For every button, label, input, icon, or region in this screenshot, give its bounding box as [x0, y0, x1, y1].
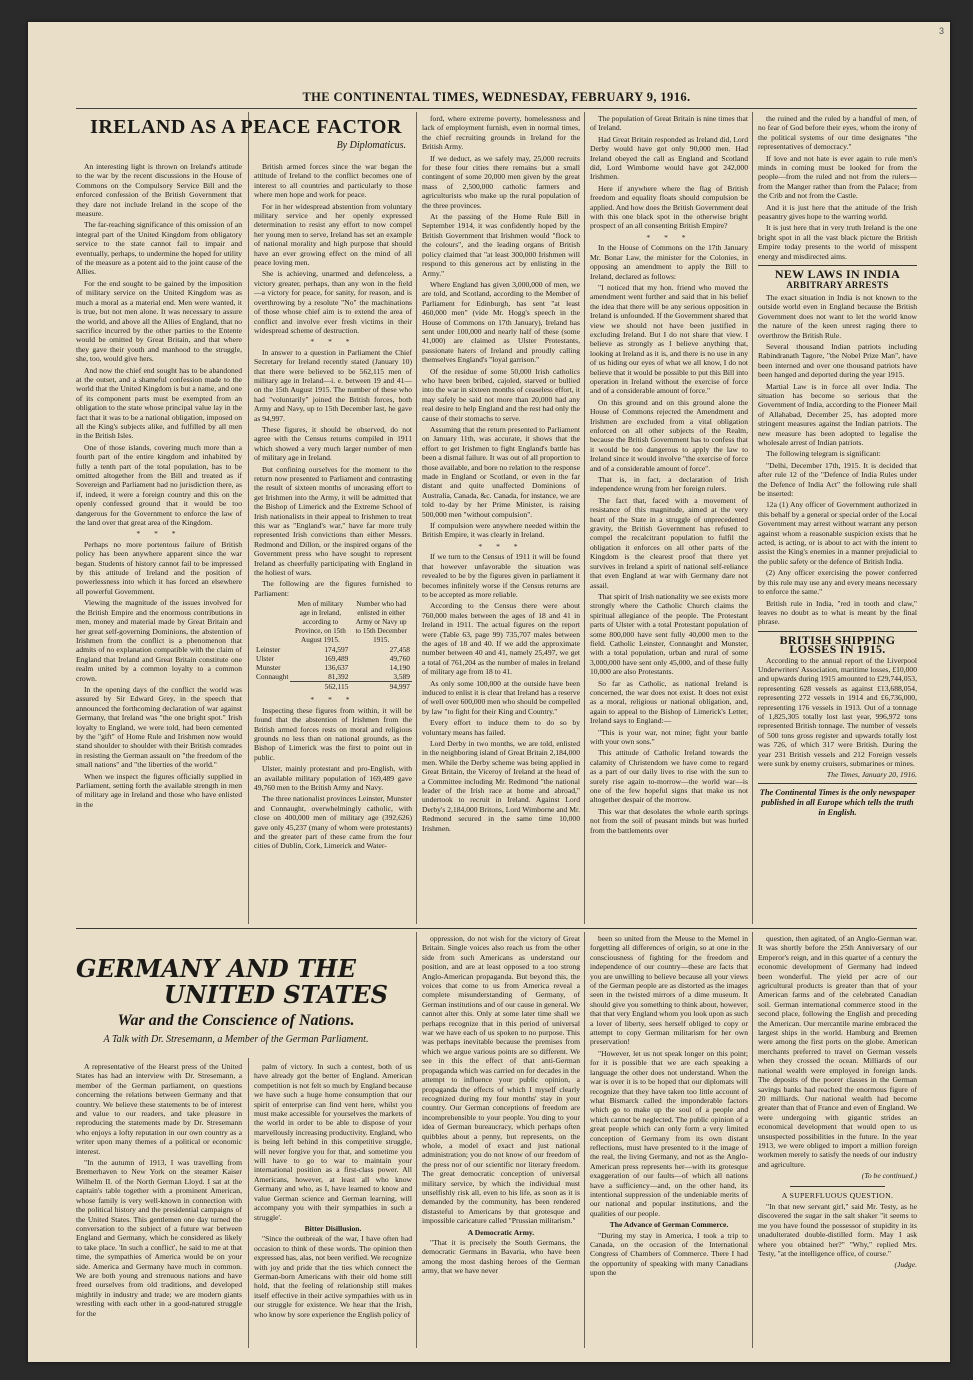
table-header: Number who had enlisted in either Army or Navy up to 15th December 1915.: [355, 600, 407, 645]
ireland-column-2: [254, 162, 412, 924]
paragraph: As only some 100,000 at the outside have been induced to enlist it is clear that Ireland has a reserve of well over 600,000 men who should be compelled by law "to fight for their King and Country.": [422, 678, 580, 716]
paragraph: the ruined and the ruled by a handful of men, of no fear of God before their eyes, whom the irony of the political systems of our time designates "the representatives of democracy.": [758, 114, 917, 152]
paragraph: Every effort to induce them to do so by voluntary means has failed.: [422, 718, 580, 737]
paragraph: oppression, do not wish for the victory of Great Britain. Single voices also reach us from the other side from such Americans as understand our position, and are at least opposed to a too strong Anglo-American propaganda. But beyond this, the voices that come to us from America reveal a complete misunderstanding of Germany, of German institutions and of our cause in general. We cannot alter this. Only at some later time shall we perhaps recognize that in this period of universal war we have each of us spoken to no purpose. This was perhaps inevitable because the premises from which we argue various points are so different. We see in this the effect of that anti-German propaganda which was carried on for decades in the attempt to influence your public opinion, a propaganda the effects of which I myself clearly recognized during my four months' stay in your country. Our German conceptions of freedom are incomprehensible to your people. You ding to your idea of German bureaucracy, which perhaps often quibbles about a penny, but represents, on the whole, a model of exact and just national administration; you do not know of our freedom of the press nor of our scientific nor literary freedom. The great democratic conception of universal military service, by which the individual must unselfishly risk all, even to his life, as soon as it is demanded by the community, has been rendered distasteful to Americans by that grotesque and impossible caricature called "Prussian militarism.": [422, 934, 580, 1226]
table-cell: 136,637: [324, 663, 349, 673]
paragraph: And now the chief end sought has to be abandoned at the outset, and a shameful confession made to the world that the United Kingdom is but a name, and one of its component parts must be exempted from an obligation to the state whose principal value lay in the fact that it was to be a national obligation, imposed on all the King's subjects alike, and fulfilled by all men in the British Isles.: [76, 365, 242, 441]
table-cell: 169,489: [324, 654, 349, 664]
paragraph: 12a (1) Any officer of Government authorized in this behalf by a general or special order of the Local Government may arrest without warrant any person against whom a reasonable suspicion exists that he acted, is acting, or is about to act with the intent to assist the King's enemies in a manner prejudicial to the public safety or the defence of British India.: [758, 500, 917, 566]
table-cell: 81,392: [328, 672, 349, 682]
paragraph: On this ground and on this ground alone the House of Commons rejected the Amendment and Irishmen are excluded from a vital obligation enforced on all other subjects of the Realm, because the British Government has to confess that it would be too dangerous to apply the law to Ireland since it would involve "the exercise of force and of a considerable amount of force".: [590, 397, 748, 473]
table-cell: 49,760: [389, 654, 410, 664]
paragraph: Inspecting these figures from within, it will be found that the abstention of Irishmen from the British armed forces rests on moral and religious grounds no less than on national grounds, as the Bishop of Limerick was the first to point out in public.: [254, 705, 412, 762]
paragraph: In the House of Commons on the 17th January Mr. Bonar Law, the minister for the Colonies, in opposing an amendment to apply the Bill to Ireland, declared as follows:: [590, 243, 748, 281]
table-cell: Ulster: [256, 654, 275, 664]
paragraph: "That it is precisely the South Germans, the democratic Germans in Bavaria, who have been among the most dashing heroes of the German army, that we have never: [422, 1238, 580, 1276]
paragraph: If compulsion were anywhere needed within the British Empire, it was clearly in Ireland.: [422, 521, 580, 540]
corner-page-mark: 3: [938, 26, 944, 36]
paper-notice: The Continental Times is the only newspaper published in all Europe which tells the truth in English.: [759, 787, 916, 817]
paragraph: It is just here that in very truth Ireland is the one bright spot in all the vast black picture the British Empire today presents to the world of misspent energy and misdirected aims.: [758, 223, 917, 261]
asterism: * * *: [310, 337, 356, 347]
right-column: [758, 114, 917, 924]
table-header: Men of military age in Ireland, according to Province, on 15th August 1915.: [294, 600, 346, 645]
article-divider: [790, 1186, 885, 1187]
column-rule: [248, 1058, 249, 1348]
paragraph: For in her widespread abstention from voluntary military service and her openly expressed determination to resist any effort to now compel her young men to serve, Ireland has set an example of national morality and high purpose that should have an ever growing effect on the mind of all peace loving men.: [254, 201, 412, 268]
table-cell: 3,589: [393, 672, 410, 682]
table-header-row: [254, 600, 412, 645]
table-cell: 14,190: [389, 663, 410, 673]
paragraph: According to the Census there were about 760,000 males between the ages of 18 and 41 in Ireland in 1911. The actual figures on the report were (Table 63, page 99) 735,707 males between the ages of 18 and 40. If we add the approximate number between 40 and 41, namely 25,497, we get a total of 761,204 as the number of males in Ireland of military age from 18 to 41.: [422, 601, 580, 677]
paragraph: "However, let us not speak longer on this point; for it is possible that we are each speaking a language the other does not understand. When the war is over it is to be hoped that our diplomats will recognize that they have taken too little account of what Bismarck called the imponderable factors which go to make up the soul of a people and which cannot be neglected. The public opinion of a great people which can only form a very limited conception of Germany from its own distant reflections, must have presented to it the image of the real, the living Germany, and not as the Anglo-American press represents her—with its grotesque exaggeration of our faults—of which all nations have a sufficiency—and, on the other hand, its intentional suppression of the undeniable merits of our national and popular institutions, and the qualities of our people.: [590, 1048, 748, 1218]
germany-headline: [76, 956, 396, 1008]
paragraph: "Delhi, December 17th, 1915. It is decided that after rule 12 of the "Defence of India Rules under the Defence of India Act" the following rule shall be inserted:: [758, 460, 917, 499]
section-subhead: Bitter Disillusion.: [304, 1223, 362, 1233]
paragraph: been so united from the Meuse to the Memel in forgetting all differences of origin, so at one in the consciousness of fighting for the freedom and independence of our country—these are facts that you are unwilling to believe because all your views of the German people are as distorted as the images seen in the twisted mirrors of a dime museum. It should give you something to think about, however, that that very England whom you look upon as such a lover of liberty, sees herself obliged to copy or attempt to copy German militarism for her own preservation!: [590, 934, 748, 1047]
india-headline: NEW LAWS IN INDIA: [774, 267, 901, 282]
paragraph: This attitude of Catholic Ireland towards the calamity of Christendom we have come to regard as a part of our daily lives to rise with the sun to surely rise again to-morrow—the world war—is one of the few hopeful signs that make us not altogether despair of the morrow.: [590, 748, 748, 805]
germany-deck: A Talk with Dr. Stresemann, a Member of the German Parliament.: [103, 1034, 369, 1045]
paragraph: According to the annual report of the Liverpool Underwriters' Association, maritime losses, £10,000 and upwards during 1915 amounted to £29,744,053, representing 628 vessels as against £13,688,054, representing 272 vessels in 1914 and £6,736,000, representing 176 vessels in 1913. Out of a tonnage of 1,825,305 totally lost last year, 996,972 tons represented British tonnage. The number of vessels of 500 tons gross register and upwards totally lost was 726, of which 317 were British. During the year 231 British vessels and 212 Foreign vessels were sunk by enemy cruisers, submarines or mines.: [758, 655, 917, 768]
india-subheadline: ARBITRARY ARRESTS: [786, 279, 889, 290]
germany-column-4: [590, 934, 748, 1348]
paragraph: "I noticed that my hon. friend who moved the amendment went further and said that in his belief the idea that there will be any serious opposition in Ireland is unfounded. If the Government shared that view we should not have been justified in excluding Ireland. But I do not share that view. I believe as strongly as I believe anything that, looking at Ireland as it is, and there is no use in any of us hiding our eyes of what we all know, I do not believe that it would be possible to put this Bill into operation in Ireland without the exercise of force and of a considerable amount of force.": [590, 282, 748, 396]
paragraph: Of the residue of some 50,000 Irish catholics who have been bribed, cajoled, starved or bullied into the war in sixteen months of ceaseless effort, it may safely be said not more than 20,000 had any real desire to help England and the rest had only the cause of their stomachs to serve.: [422, 366, 580, 423]
section-subhead: A Democratic Army.: [467, 1227, 535, 1237]
paragraph: If we deduct, as we safely may, 25,000 recruits for these four cities there remains but a small contingent of some 20,000 men given by the great mass of 2,500,000 catholic farmers and agriculturists who make up the rural population of the three provinces.: [422, 153, 580, 210]
germany-column-1: [76, 1062, 242, 1348]
paragraph: "During my stay in America, I took a trip to Canada, on the occasion of the International Congress of Chambers of Commerce. There I had the opportunity of speaking with many Canadians upon the: [590, 1230, 748, 1278]
shipping-source: The Times, January 20, 1916.: [826, 770, 917, 780]
table-cell: 174,597: [324, 645, 349, 655]
paragraph: This war that desolates the whole earth springs not from the soil of peasant minds but was hurled from the battlements over: [590, 806, 748, 835]
paragraph: If we turn to the Census of 1911 it will be found that however unfavorable the situation was revealed to be by the figures given in parliament it becomes infinitely worse if the Census returns are to be accepted as more reliable.: [422, 552, 580, 599]
table-cell: Munster: [256, 663, 281, 673]
paragraph: Here if anywhere where the flag of British freedom and equality floats should compulsion be applied. And how does the British Government deal with this one black spot in the otherwise bright prospect of an all consenting British Empire?: [590, 183, 748, 231]
paragraph: Lord Derby in two months, we are told, enlisted in the neighboring island of Great Britain 2,184,000 men. While the Derby scheme was being applied in Great Britain, the Viceroy of Ireland at the head of a Committee including Mr. Redmond "the national leader of the Irish race at home and abroad," undertook to recruit in Ireland. Against Lord Derby's 2,184,000 Britons, Lord Wimborne and Mr. Redmond secured in the same time 10,000 Irishmen.: [422, 739, 580, 833]
paragraph: "Since the outbreak of the war, I have often had occasion to think of these words. The opinion then expressed has, alas, not been verified. We recognize with joy and pride that the ties which connect the German-born Americans with their old home still hold, that the feeling of relationship still makes itself effective in their active sympathies with us in our struggle for existence. We hear that the Irish, who know by sore experience the English policy of: [254, 1234, 412, 1319]
paragraph: The exact situation in India is not known to the outside world even in England because the British Government does not want to let the world know the nature of the keen unrest raging there to overthrow the British Rule.: [758, 292, 917, 340]
paragraph: Several thousand Indian patriots including Rabindranath Tagore, "the Nobel Prize Man", have been interned and over one thousand patriots have been hanged and deported during the year 1915.: [758, 341, 917, 380]
continued-note: (To be continued.): [861, 1171, 917, 1181]
column-rule: [416, 112, 417, 924]
paragraph: Viewing the magnitude of the issues involved for the British Empire and the enormous contributions in men, money and material made by Great Britain and her great self-governing Dominions, the abstention of Irishmen from the conflict is a phenomenon that admits of no explanation compatible with the claim of England that Ireland and Great Britain constitute one realm united by a common loyalty to a common crown.: [76, 598, 242, 683]
paragraph: One of those islands, covering much more than a fourth part of the entire kingdom and inhabited by fully a tenth part of the total population, has to be omitted altogether from the Bill and treated as if Sovereign and Parliament had no jurisdiction there, as if, indeed, it were a foreign country and this on the openly confessed ground that it would be too dangerous for the Government to enforce the law of the land over that great area of the Kingdom.: [76, 442, 242, 528]
article-divider: [758, 783, 917, 784]
table-cell: 27,458: [389, 645, 410, 655]
paragraph: Had Great Britain responded as Ireland did, Lord Derby would have got only 90,000 men. Had Ireland obeyed the call as England and Scotland did, Lord Wimborne would have got 242,000 Irishmen.: [590, 134, 748, 182]
paragraph: "In that new servant girl," said Mr. Testy, as he discovered the sugar in the salt shaker "it seems to me you have found the possessor of stupidity in its unadulterated double-distilled form. May I ask where you obtained her?" "Why," replied Mrs. Testy, "at the intelligence office, of course.": [758, 1201, 917, 1258]
paragraph: British rule in India, "red in tooth and claw," leaves no doubt as to what is meant by the final phrase.: [758, 598, 917, 627]
paragraph: A representative of the Hearst press of the United States has had an interview with Dr. Stresemann, a member of the German parliament, on questions concerning the relations between Germany and that country. We believe these statements to be of interest and value to our readers, and take pleasure in reproducing the statements made by Dr. Stresemann who enjoys a lofty reputation in our own country as a writer upon many themes of a political or economic interest.: [76, 1062, 242, 1156]
masthead: THE CONTINENTAL TIMES, WEDNESDAY, FEBRUARY 9, 1916.: [76, 90, 917, 109]
paragraph: She is achieving, unarmed and defenceless, a victory greater, perhaps, than any won in the field—a victory for peace, for sanity, for reason, and is overthrowing by a resolute "No" the machinations of those whose chief aim is to extend the area of conflict and involve ever fresh victims in their widespread scheme of destruction.: [254, 269, 412, 335]
column-rule: [584, 932, 585, 1348]
paragraph: The three nationalist provinces Leinster, Munster and Connaught, overwhelmingly catholic, with close on 400,000 men of military age (392,626) gave only 45,237 (many of whom were protestants) and the greater part of these came from the four cities of Dublin, Cork, Limerick and Water-: [254, 794, 412, 851]
military-age-table: [254, 600, 412, 691]
newspaper-page: [28, 22, 950, 1362]
paragraph: The far-reaching significance of this omission of an integral part of the United Kingdom from obligatory service to the state cannot fail to impair and eventually, perhaps, to undermine the hoped for utility of the measure as a potent aid to the joint cause of the Allies.: [76, 220, 242, 277]
section-subhead: The Advance of German Commerce.: [609, 1220, 729, 1230]
asterism: * * *: [310, 695, 356, 705]
paragraph: The population of Great Britain is nine times that of Ireland.: [590, 114, 748, 133]
germany-column-5: [758, 934, 917, 1348]
germany-subheadline: War and the Conscience of Nations.: [117, 1012, 355, 1029]
paragraph: If love and not hate is ever again to rule men's minds in coming must be looked for from the people—from the ruled and not from the rulers—from the Manger rather than from the Palace; from the Crib and not from the Castle.: [758, 153, 917, 201]
page-content: [76, 90, 917, 1352]
paragraph: Ulster, mainly protestant and pro-English, with an available military population of 169,489 gave 49,760 men to the British Army and Navy.: [254, 764, 412, 792]
table-cell: Connaught: [256, 672, 289, 682]
table-cell: Leinster: [256, 645, 281, 655]
paragraph: When we inspect the figures officially supplied in Parliament, setting forth the available strength in men of military age in Ireland and those who have enlisted in the: [76, 771, 242, 809]
paragraph: British armed forces since the war began the attitude of Ireland to the conflict becomes one of interest to all countries and particularly to those where men hope and work for peace.: [254, 162, 412, 200]
column-rule: [752, 112, 753, 924]
paragraph: These figures, it should be observed, do not agree with the Census returns compiled in 1911 which showed a very much larger number of men of military age in Ireland.: [254, 424, 412, 463]
shipping-headline: BRITISH SHIPPING LOSSES IN 1915.: [779, 632, 896, 657]
paragraph: That spirit of Irish nationality we see exists more strongly where the Catholic Church claims the spiritual allegiance of the people. The Protestant parts of Ulster with a total Protestant population of some 800,000 have sent fully 40,000 men to the field. Catholic Leinster, Connaught and Munster, with a total population, urban and rural of some 3,000,000 have sent only 45,000, and of these fully 10,000 are also Protestants.: [590, 591, 748, 677]
paragraph: At the passing of the Home Rule Bill in September 1914, it was confidently hoped by the British Government that Irishmen would "flock to the colours", and the leading organs of British policy claimed that "at least 300,000 Irishmen will respond to this generous act by enlisting in the Army.": [422, 212, 580, 278]
paragraph: (2) Any officer exercising the power conferred by this rule may use any and every means necessary to enforce the same.": [758, 568, 917, 597]
column-rule: [584, 112, 585, 924]
germany-column-3: [422, 934, 580, 1348]
section-divider: [76, 928, 917, 929]
paragraph: The fact that, faced with a movement of resistance of this magnitude, aimed at the very heart of the State in a struggle of unprecedented gravity, the British Government has refused to compel the recalcitrant population to fulfil the obligation it enforces on all other parts of the Kingdom is the clearest proof that there yet survives in Ireland a spirit of national self-reliance that even England at war with Germany dare not assail.: [590, 495, 748, 590]
paragraph: Martial Law is in force all over India. The situation has become so serious that the Government of India, according to the Pioneer Mail of Allahabad, December 25, has adopted more stringent measures against the Indian patriots. The new measure has been adopted to legalise the wholesale arrest of Indian patriots.: [758, 381, 917, 447]
ireland-headline: IRELAND AS A PEACE FACTOR: [90, 116, 402, 138]
ireland-column-4: [590, 114, 748, 924]
germany-column-2: [254, 1062, 412, 1348]
paragraph: Assuming that the return presented to Parliament on January 11th, was accurate, it shows that the effort to get Irishmen to fight England's battle has been a dismal failure. It was out of all proportion to those available, and bore no relation to the response made in England or Scotland, or even in the far distant and quite unaffected Dominions of Australia, Canada, &c. Canada, for instance, we are told to-day by her Prime Minister, is raising 500,000 men "without compulsion".: [422, 425, 580, 519]
paragraph: Where England has given 3,000,000 of men, we are told, and Scotland, according to the Member of Parliament for Edinburgh, has sent "at least 460,000 men" (vide Mr. Hogg's speech in the House of Commons on 17th January), Ireland has sent under 100,000 and nearly half of these (some 41,000) are claimed as Ulster Protestants, passionate haters of Ireland and proudly calling themselves England's "loyal garrison.": [422, 279, 580, 365]
column-rule: [416, 932, 417, 1348]
paragraph: question, then agitated, of an Anglo-German war. It was shortly before the 25th Anniversary of our Emperor's reign, and in this quarter of a century the economic development of Germany had indeed been wonderful. The yield per acre of our agricultural products is greater than that of your American farms and of the celebrated Canadian soil. German international commerce stood in the second place, following the English and preceding the American. Our mercantile marine embraced the largest ships in the world. Hamburg and Bremen were among the first ports on the globe. American merchants preferred to travel on German vessels when they crossed the ocean. Milliards of our national wealth were employed in foreign lands. The deposits of the poorer classes in the German savings banks had reached the enormous figure of 20 milliards. Our national wealth had become greater than that of France and even of England. We were undergoing with gigantic strides an economical development that would open to us unsuspected possibilities in the future. In the year 1913, we were obliged to import a million foreign workmen merely to satisfy the needs of our industry and agriculture.: [758, 934, 917, 1169]
asterism: * * *: [646, 232, 692, 242]
superfluous-headline: A SUPERFLUOUS QUESTION.: [781, 1190, 894, 1200]
paragraph: palm of victory. In such a contest, both of us have already got the better of England. American competition is not felt so much by England because we have such a huge home consumption that our spirit of enterprise can find vent here, whilst you must make accessible for yourselves the markets of the world in order to be able to dispose of your marvellously increasing productivity. England, who is being left behind in this competitive struggle, will never forgive you for that, and sometime you will have to go to war to maintain your international position as a first-class power. All Americans, however, at least all who know Germany and who, as I, have learned to know and value German science and German learning, will accompany you with their sympathies in such a struggle'.: [254, 1062, 412, 1222]
asterism: * * *: [136, 529, 182, 539]
column-rule: [752, 932, 753, 1348]
asterism: * * *: [478, 541, 524, 551]
paragraph: For the end sought to be gained by the imposition of military service on the United Kingdom was as much a moral as a material end. Men were wanted, it is true, but not men alone. It was necessary to assure the world, and above all the Allies of England, that no sacrifice incurred by the other parties to the Entente would be omitted by Great Britain, and that where they gave their youth and manhood to the struggle, she, too, would give hers.: [76, 278, 242, 364]
ireland-byline: By Diplomaticus.: [336, 140, 406, 151]
paragraph: Perhaps no more portentous failure of British policy has been anywhere apparent since the war began. Students of history cannot fail to be impressed by this attitude of Ireland and the position of powerlessness into which it has forced an elsewhere all powerful Government.: [76, 539, 242, 596]
ireland-column-1: [76, 162, 242, 924]
paragraph: An interesting light is thrown on Ireland's attitude to the war by the recent discussions in the House of Commons on the Compulsory Service Bill and the enforced confession of the British Government that they dare not include Ireland in the scope of the measure.: [76, 162, 242, 219]
table-row: [254, 645, 412, 654]
germany-headline-line-1: GERMANY AND THE: [76, 954, 356, 983]
germany-headline-line-2: UNITED STATES: [163, 980, 388, 1009]
ireland-headline-block: [76, 114, 416, 155]
paragraph: In answer to a question in Parliament the Chief Secretary for Ireland recently stated (January 10) that there were believed to be 562,115 men of military age in Ireland—i. e. between 19 and 41—on the 15th August 1915. The number of these who had "voluntarily" joined the British forces, both Army and Navy, up to 15th December last, he gave as 94,997.: [254, 347, 412, 423]
paragraph: In the opening days of the conflict the world was assured by Sir Edward Grey, in the speech that announced the forthcoming declaration of war against Germany, that Ireland was "the one bright spot." Irish loyalty to England, we were told, had been cemented by the "gift" of Home Rule and Irishmen now would stand shoulder to shoulder with their British comrades in resisting the German assault on "the freedom of the small nations" and "the liberties of the world.": [76, 684, 242, 770]
paragraph: "In the autumn of 1913, I was travelling from Bremerhaven to New York on the steamer Kaiser Wilhelm II. of the North German Lloyd. I sat at the captain's table together with a prominent American, whose family is very well-known in connection with the political history and the presidential campaigns of the United States. This gentlemen one day turned the conversation to the subject of a future war between England and Germany, which he considered as likely to take place. 'In such a conflict', he said to me at that time, the sympathies of America would be on your side. America and Germany have much in common. We are both young and strenuous nations and have freed ourselves from old traditions, and developed mightily in industry and trade; we are modern giants wrestling with each other in a good-natured struggle for the: [76, 1158, 242, 1318]
paragraph: The following are the figures furnished to Parliament:: [254, 579, 412, 598]
ireland-column-3: [422, 114, 580, 924]
table-row: [254, 663, 412, 672]
paragraph: So far as Catholic, as national Ireland is concerned, the war does not exist. It does not exist as a moral, religious or national obligation, and, again to appeal to the Bishop of Limerick's Letter, Ireland says to England:—: [590, 678, 748, 726]
article-divider: [758, 265, 917, 266]
paragraph: "This is your war, not mine; fight your battle with your own sons.": [590, 727, 748, 746]
paragraph: The following telegram is significant:: [766, 449, 881, 459]
table-row: [254, 672, 412, 682]
table-total: 562,115: [290, 682, 350, 692]
superfluous-source: (Judge.: [894, 1260, 917, 1270]
paragraph: And it is just here that the attitude of the Irish peasantry gives hope to the warring world.: [758, 202, 917, 222]
column-rule: [248, 112, 249, 924]
table-total-row: [254, 682, 412, 692]
article-divider: [758, 631, 917, 632]
paragraph: That is, in fact, a declaration of Irish independence wrung from her foreign rulers.: [590, 475, 748, 494]
table-row: [254, 654, 412, 663]
table-total: 94,997: [350, 682, 412, 692]
paragraph: But confining ourselves for the moment to the return now presented to Parliament and contrasting the result of sixteen months of unceasing effort to get Irishmen into the Army, it will be admitted that the Bishop of Limerick and the Extreme School of Irish nationalists in their appeal to Irishmen to treat this war as "England's war," have far more truly represented Irish convictions than either Messrs. Redmond and Dillon, or the inspired organs of the Government press who have sought to represent Ireland as cheerfully participating with England in the holiest of wars.: [254, 464, 412, 578]
paragraph: ford, where extreme poverty, homelessness and lack of employment furnish, even in normal times, the chief recruiting grounds in Ireland for the British Army.: [422, 114, 580, 152]
